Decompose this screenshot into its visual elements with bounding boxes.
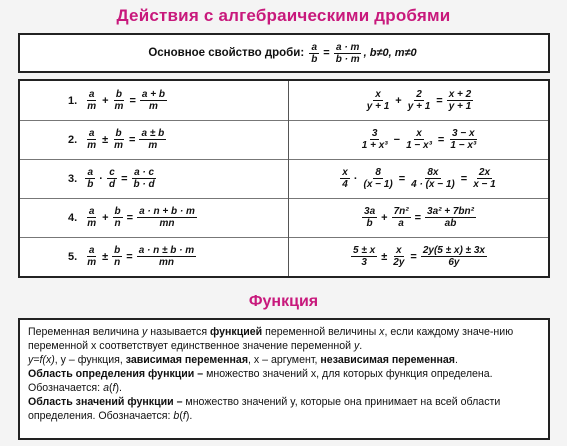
fraction: $\frac{3}{\text{1 + x³}}$ — [361, 128, 388, 151]
rule-row — [20, 159, 548, 199]
page-title: Действия с алгебраическими дробями — [116, 6, 451, 25]
fraction: $\frac{a \cdot c}{b \cdot d}$ — [133, 167, 155, 190]
function-paragraph-1: Переменная величина y называется функцией переменной величины x, если каждому значе-нию переменной x соответствует единственное значение переменной y. — [28, 326, 514, 352]
rule-row — [20, 198, 548, 238]
rule-formula: 1. $\frac{a}{m}$ + $\frac{b}{m}$ = $\frac{a + b}{m}$ — [68, 89, 165, 112]
rule-number: 3. — [68, 172, 78, 185]
rule-row — [20, 237, 548, 276]
fraction: $\frac{b}{n}$ — [114, 206, 121, 229]
rule-number: 1. — [68, 94, 78, 107]
fraction: $\frac{c}{d}$ — [108, 167, 116, 190]
function-definition-box — [18, 318, 550, 440]
fraction: $\frac{2y(5 \pm x) \pm 3x}{6y}$ — [422, 245, 485, 268]
function-paragraph-2: y=f(x), y – функция, зависимая переменная, x – аргумент, независимая переменная. — [28, 354, 458, 366]
rule-row — [20, 81, 548, 121]
rule-formula: 5. $\frac{a}{m}$ ± $\frac{b}{n}$ = $\frac{a \cdot n \pm b \cdot m}{mn}$ — [68, 245, 195, 268]
fraction: $\frac{b}{m}$ — [114, 128, 124, 151]
rule-example: $\frac{5 \pm x}{3}$ ± $\frac{x}{2y}$ = $\frac{2y(5 \pm x) \pm 3x}{6y}$ — [288, 237, 549, 276]
fraction: $\frac{\text{3a² + 7bn²}}{ab}$ — [427, 206, 474, 229]
rule-example: $\frac{3}{\text{1 + x³}}$ − $\frac{x}{\text{1 − x³}}$ = $\frac{3 - x}{\text{1 − x³}}$ — [288, 120, 549, 159]
fraction: $\frac{8x}{4 \cdot (x - 1)}$ — [411, 167, 455, 190]
property-lhs: $\frac{a}{b}$ — [311, 41, 318, 65]
property-rhs: $\frac{a \cdot m}{b \cdot m}$ — [335, 41, 360, 65]
fraction: $\frac{a}{m}$ — [87, 245, 97, 268]
fraction: $\frac{a \cdot n \pm b \cdot m}{mn}$ — [138, 245, 195, 268]
fraction: $\frac{3a}{b}$ — [364, 206, 376, 229]
function-paragraph-4: Область значений функции – множество значений y, которые она принимает на всей области определения. Обозначается: b(f). — [28, 396, 501, 422]
fraction: $\frac{a \pm b}{m}$ — [141, 128, 165, 151]
function-paragraph-3: Область определения функции – множество значений x, для которых функция определена. Обозначается: a(f). — [28, 368, 493, 394]
rule-example: $\frac{x}{4}$ · $\frac{8}{(x - 1)}$ = $\frac{8x}{4 \cdot (x - 1)}$ = $\frac{2x}{x - 1}$ — [288, 159, 549, 198]
rule-example: $\frac{x}{y + 1}$ + $\frac{2}{y + 1}$ = $\frac{x + 2}{y + 1}$ — [288, 81, 549, 120]
fraction: $\frac{\text{7n²}}{a}$ — [393, 206, 409, 229]
rule-number: 4. — [68, 211, 78, 224]
fraction: $\frac{x + 2}{y + 1}$ — [448, 89, 472, 112]
fraction: $\frac{x}{y + 1}$ — [366, 89, 390, 112]
function-title: Функция — [248, 293, 319, 310]
fraction: $\frac{b}{m}$ — [114, 89, 124, 112]
fraction: $\frac{5 \pm x}{3}$ — [353, 245, 376, 268]
rule-example: $\frac{3a}{b}$ + $\frac{\text{7n²}}{a}$ = $\frac{\text{3a² + 7bn²}}{ab}$ — [288, 198, 549, 237]
rules-table — [18, 79, 550, 278]
fraction: $\frac{a}{m}$ — [87, 206, 97, 229]
fraction: $\frac{a}{m}$ — [87, 128, 97, 151]
fraction: $\frac{a \cdot n + b \cdot m}{mn}$ — [139, 206, 195, 229]
rule-row — [20, 120, 548, 160]
rule-number: 2. — [68, 133, 78, 146]
fraction: $\frac{2}{y + 1}$ — [407, 89, 431, 112]
fraction: $\frac{x}{2y}$ — [393, 245, 405, 268]
fraction: $\frac{x}{\text{1 − x³}}$ — [406, 128, 432, 151]
fraction: $\frac{8}{(x - 1)}$ — [363, 167, 393, 190]
rule-formula: 2. $\frac{a}{m}$ ± $\frac{b}{m}$ = $\frac{a \pm b}{m}$ — [68, 128, 165, 151]
fraction: $\frac{a}{m}$ — [87, 89, 97, 112]
rule-formula: 4. $\frac{a}{m}$ + $\frac{b}{n}$ = $\frac{a \cdot n + b \cdot m}{mn}$ — [68, 206, 195, 229]
fraction-property-box — [18, 33, 550, 73]
property-label: Основное свойство дроби: — [148, 47, 305, 59]
property-expression: $\frac{a}{b}$ = $\frac{a \cdot m}{b \cdot m}$ , b≠0, m≠0 — [311, 41, 417, 65]
fraction: $\frac{b}{n}$ — [114, 245, 121, 268]
fraction: $\frac{3 - x}{\text{1 − x³}}$ — [450, 128, 477, 151]
rule-number: 5. — [68, 250, 78, 263]
fraction: $\frac{x}{4}$ — [342, 167, 348, 190]
rule-formula: 3. $\frac{a}{b}$ · $\frac{c}{d}$ = $\frac{a \cdot c}{b \cdot d}$ — [68, 167, 155, 190]
fraction: $\frac{2x}{x - 1}$ — [473, 167, 496, 190]
fraction: $\frac{a + b}{m}$ — [141, 89, 165, 112]
property-condition: , b≠0, m≠0 — [363, 47, 417, 59]
fraction: $\frac{a}{b}$ — [87, 167, 94, 190]
